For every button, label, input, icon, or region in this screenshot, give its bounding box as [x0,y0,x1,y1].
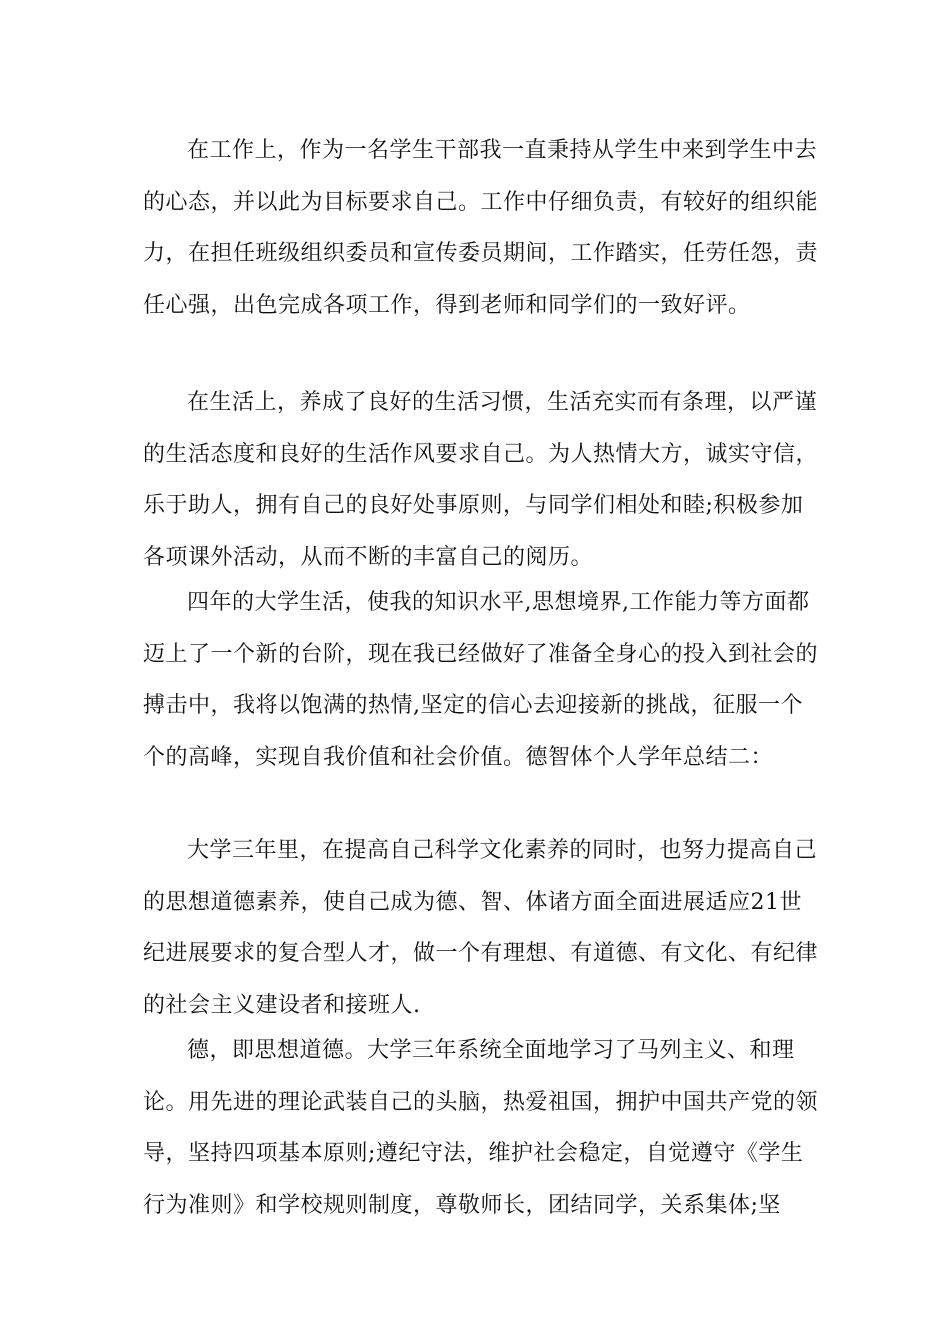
paragraph-three-years: 大学三年里，在提高自己科学文化素养的同时，也努力提高自己的思想道德素养，使自己成为德、智、体诸方面全面进展适应21世纪进展要求的复合型人才，做一个有理想、有道德、有文化、有纪律的社会主义建设者和接班人. [143,838,819,1018]
paragraph-four-years: 四年的大学生活，使我的知识水平,思想境界,工作能力等方面都迈上了一个新的台阶，现在我已经做好了准备全身心的投入到社会的搏击中，我将以饱满的热情,坚定的信心去迎接新的挑战，征服一个个的高峰，实现自我价值和社会价值。德智体个人学年总结二： [143,590,819,770]
paragraph-life: 在生活上，养成了良好的生活习惯，生活充实而有条理，以严谨的生活态度和良好的生活作风要求自己。为人热情大方，诚实守信，乐于助人，拥有自己的良好处事原则，与同学们相处和睦;积极参加各项课外活动，从而不断的丰富自己的阅历。 [143,390,819,570]
paragraph-morality: 德，即思想道德。大学三年系统全面地学习了马列主义、和理论。用先进的理论武装自己的头脑，热爱祖国，拥护中国共产党的领导，坚持四项基本原则;遵纪守法，维护社会稳定，自觉遵守《学生行为准则》和学校规则制度，尊敬师长，团结同学，关系集体;坚 [143,1038,819,1218]
paragraph-work: 在工作上，作为一名学生干部我一直秉持从学生中来到学生中去的心态，并以此为目标要求自己。工作中仔细负责，有较好的组织能力，在担任班级组织委员和宣传委员期间，工作踏实，任劳任怨，责任心强，出色完成各项工作，得到老师和同学们的一致好评。 [143,138,819,318]
